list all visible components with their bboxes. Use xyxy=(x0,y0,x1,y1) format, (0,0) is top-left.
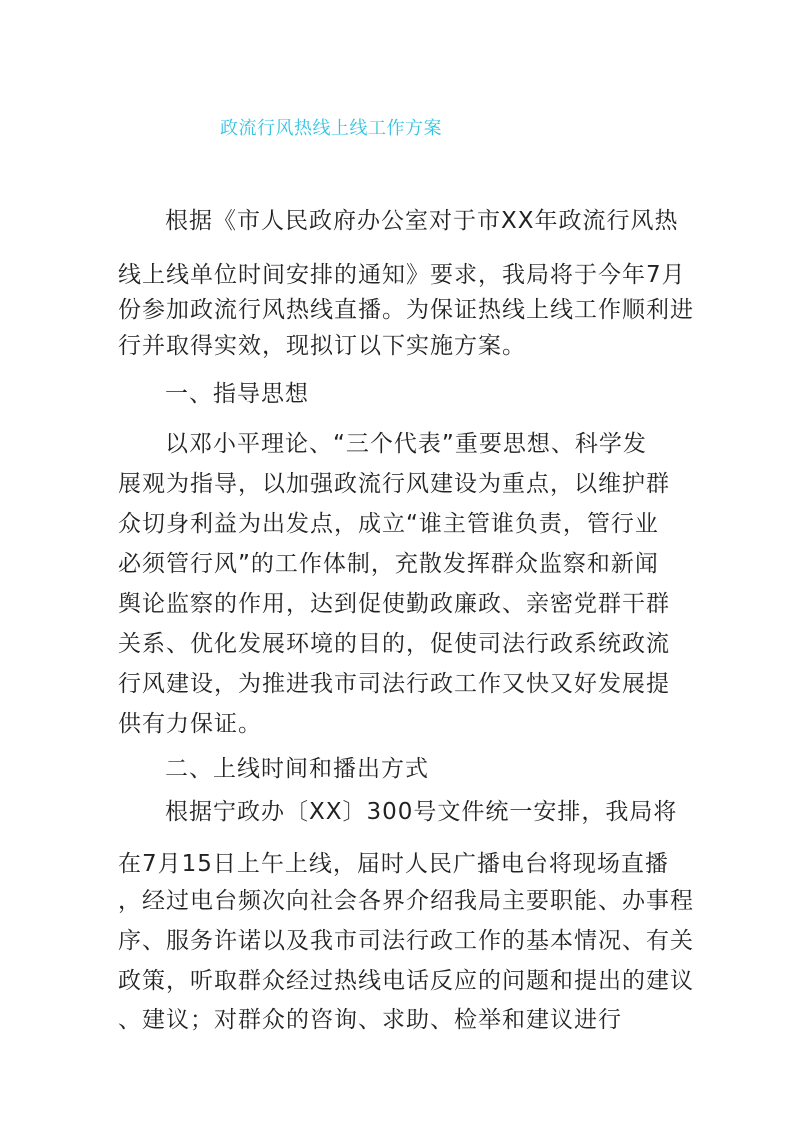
paragraph-line: 展观为指导，以加强政流行风建设为重点，以维护群 xyxy=(118,471,670,497)
section-heading: 一、指导思想 xyxy=(165,381,309,407)
paragraph-line: 序、服务许诺以及我市司法行政工作的基本情况、有关 xyxy=(118,928,694,954)
paragraph-line: 众切身利益为出发点，成立“谁主管谁负责，管行业 xyxy=(118,511,659,537)
section-heading: 二、上线时间和播出方式 xyxy=(165,756,429,782)
paragraph-line: 政策，听取群众经过热线电话反应的问题和提出的建议 xyxy=(118,968,694,994)
document-title: 政流行风热线上线工作方案 xyxy=(220,118,442,139)
paragraph-line: 必须管行风”的工作体制，充散发挥群众监察和新闻 xyxy=(118,551,659,577)
paragraph-line: 线上线单位时间安排的通知》要求，我局将于今年7月 xyxy=(118,262,686,288)
paragraph-line: ，经过电台频次向社会各界介绍我局主要职能、办事程 xyxy=(118,888,694,914)
paragraph-line: 供有力保证。 xyxy=(118,711,262,737)
paragraph-line: 舆论监察的作用，达到促使勤政廉政、亲密党群干群 xyxy=(118,591,670,617)
paragraph-line: 以邓小平理论、“三个代表”重要思想、科学发 xyxy=(165,431,647,457)
paragraph-line: 根据《市人民政府办公室对于市XX年政流行风热 xyxy=(165,208,679,234)
paragraph-line: 行风建设，为推进我市司法行政工作又快又好发展提 xyxy=(118,671,670,697)
paragraph-line: 在7月15日上午上线，届时人民广播电台将现场直播 xyxy=(118,851,669,877)
paragraph-line: 根据宁政办〔XX〕300号文件统一安排，我局将 xyxy=(165,799,678,825)
paragraph-line: 关系、优化发展环境的目的，促使司法行政系统政流 xyxy=(118,631,670,657)
paragraph-line: 行并取得实效，现拟订以下实施方案。 xyxy=(118,333,526,359)
paragraph-line: 、建议；对群众的咨询、求助、检举和建议进行 xyxy=(118,1007,622,1033)
paragraph-line: 份参加政流行风热线直播。为保证热线上线工作顺利进 xyxy=(118,297,694,323)
